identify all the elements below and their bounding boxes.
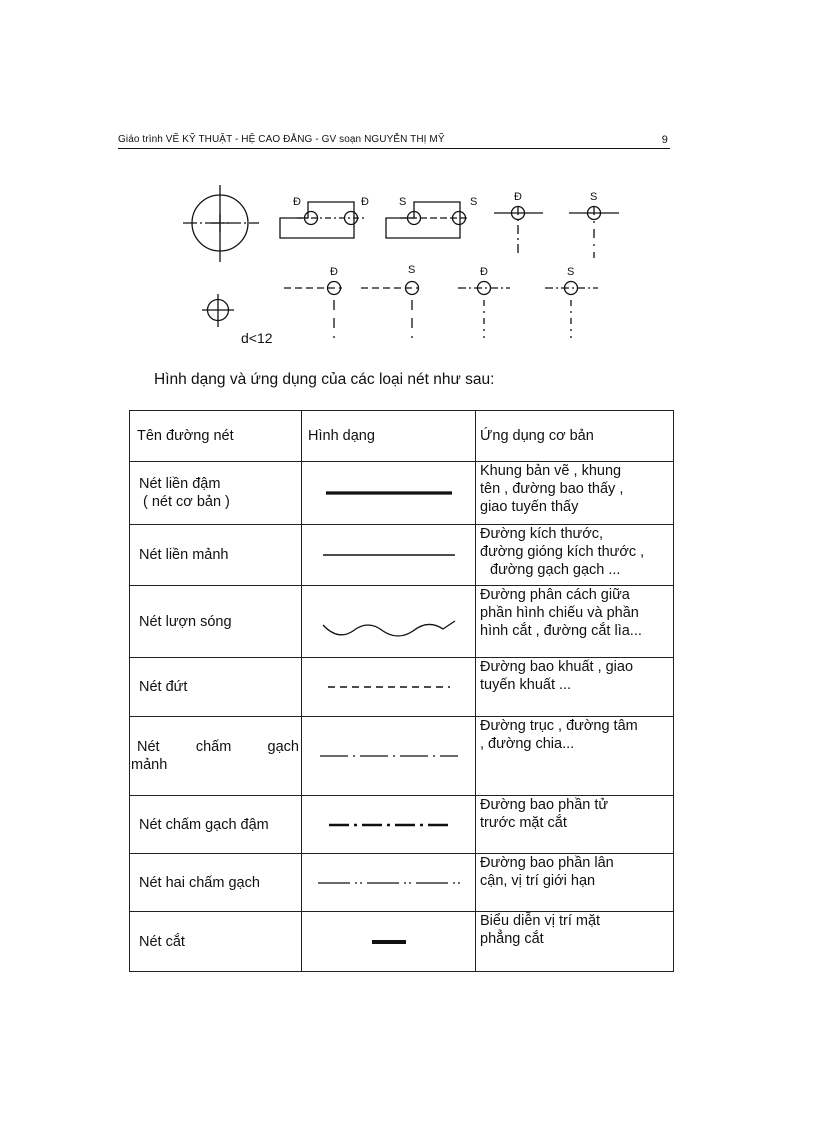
table-row — [130, 462, 674, 525]
table-row — [130, 912, 674, 972]
use-line: hình cắt , đường cắt lìa... — [480, 623, 642, 639]
header-name: Tên đường nét — [130, 411, 302, 462]
double-dot-dash-line-sample — [316, 878, 462, 888]
line-name: Nét cắt — [139, 933, 185, 950]
use-line: trước mặt cắt — [480, 815, 567, 831]
table-row — [130, 854, 674, 912]
thin-solid-line-sample — [321, 550, 457, 560]
header-use: Ứng dụng cơ bản — [476, 411, 674, 462]
label-d-5: Đ — [480, 266, 488, 278]
line-name: Nét liền mảnh — [139, 547, 229, 563]
line-name: Nét hai chấm gạch — [139, 874, 260, 891]
header-shape: Hình dạng — [302, 411, 476, 462]
line-types-table — [129, 410, 674, 972]
line-name: Nét chấm gạch đậm — [139, 816, 269, 833]
use-line: Đường bao phần lân — [480, 855, 614, 871]
table-row — [130, 525, 674, 586]
table-header-row — [130, 411, 674, 462]
line-name-note: mảnh — [131, 757, 168, 773]
use-line: Đường bao phần tử — [480, 797, 609, 813]
small-circle-note: d<12 — [241, 330, 273, 346]
table-row — [130, 586, 674, 658]
cut-line-sample — [369, 937, 409, 947]
page-number: 9 — [661, 134, 668, 146]
use-line: tuyến khuất ... — [480, 677, 572, 693]
label-d-2: Đ — [361, 196, 369, 208]
table-row — [130, 717, 674, 796]
label-s-5: S — [567, 266, 575, 278]
thick-dash-dot-line-sample — [327, 820, 451, 830]
centerline-diagram — [0, 0, 816, 360]
use-line: Đường kích thước, — [480, 526, 604, 542]
use-line: Đường trục , đường tâm — [480, 718, 638, 734]
thin-dash-dot-line-sample — [318, 751, 460, 761]
label-s-2: S — [470, 196, 478, 208]
use-line: phần hình chiếu và phần — [480, 605, 639, 621]
line-name: Nét lượn sóng — [139, 613, 232, 630]
line-name: Nét liền đậm — [139, 476, 221, 492]
use-line: đường gạch gạch ... — [490, 562, 621, 578]
thick-solid-line-sample — [324, 488, 454, 498]
use-line: giao tuyến thấy — [480, 499, 579, 515]
intro-text: Hình dạng và ứng dụng của các loại nét như sau: — [154, 371, 495, 388]
table-row — [130, 796, 674, 854]
line-name: Nét chấm gạch — [137, 739, 299, 755]
use-line: cận, vị trí giới hạn — [480, 873, 596, 889]
use-line: , đường chia... — [480, 736, 575, 752]
label-d-4: Đ — [330, 266, 338, 278]
use-line: Biểu diễn vị trí mặt — [480, 913, 601, 929]
label-s-4: S — [408, 264, 416, 276]
table-row — [130, 658, 674, 717]
use-line: Đường bao khuất , giao — [480, 659, 634, 675]
header-title: Giáo trình VẼ KỸ THUẬT - HỆ CAO ĐẲNG - GV soạn NGUYỄN THỊ MỸ — [118, 134, 445, 145]
line-name: Nét đứt — [139, 679, 188, 695]
use-line: Đường phân cách giữa — [480, 587, 630, 603]
use-line: đường gióng kích thước , — [480, 544, 645, 560]
dashed-line-sample — [326, 682, 452, 692]
label-s-3: S — [590, 191, 598, 203]
wavy-line-sample — [321, 613, 457, 643]
use-line: phẳng cắt — [480, 931, 544, 947]
label-s-1: S — [399, 196, 407, 208]
label-d-3: Đ — [514, 191, 522, 203]
line-name-note: ( nét cơ bản ) — [143, 494, 230, 510]
use-line: tên , đường bao thấy , — [480, 481, 624, 497]
use-line: Khung bản vẽ , khung — [480, 463, 622, 479]
label-d-1: Đ — [293, 196, 301, 208]
